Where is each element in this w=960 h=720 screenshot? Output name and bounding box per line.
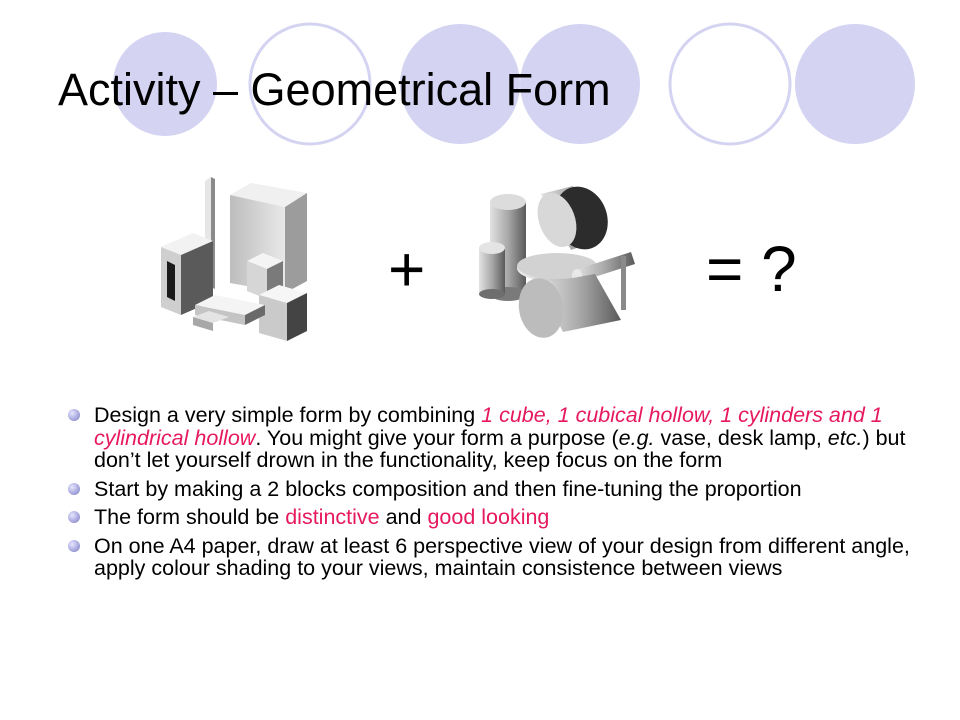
- bullet-dot-icon: [68, 511, 80, 523]
- highlight-text: good looking: [427, 505, 550, 529]
- bullet-text: . You might give your form a purpose (: [255, 425, 619, 450]
- italic-text: e.g.: [618, 425, 655, 450]
- plus-sign: +: [388, 233, 426, 305]
- bullet-text: and: [379, 505, 428, 529]
- highlight-text: 1 cube, 1 cubical hollow, 1 cylinders and 1 cylindrical hollow: [94, 403, 883, 450]
- bullet-text: vase, desk lamp,: [654, 425, 828, 450]
- bullet-text: Design a very simple form by combining: [94, 403, 482, 427]
- blocks-composition-image: [155, 175, 315, 345]
- bullet-text: The form should be: [94, 505, 286, 529]
- bullet-item: [68, 478, 928, 501]
- bullet-item: [68, 535, 928, 580]
- bullet-item: [68, 506, 928, 529]
- bullet-dot-icon: [68, 540, 80, 552]
- bullet-text: ) but don’t let yourself drown in the functionality, keep focus on the form: [94, 425, 906, 472]
- cylinders-composition-image: [475, 180, 645, 345]
- equals-question: = ?: [706, 233, 797, 305]
- slide-title: Activity – Geometrical Form: [58, 64, 611, 115]
- bullet-dot-icon: [68, 483, 80, 495]
- bullet-text: On one A4 paper, draw at least 6 perspective view of your design from different angle, apply colour shading to your views, maintain consistence between views: [94, 533, 910, 580]
- highlight-text: distinctive: [285, 505, 380, 529]
- bullet-dot-icon: [68, 409, 80, 421]
- bullet-text: Start by making a 2 blocks composition and then fine-tuning the proportion: [94, 476, 802, 501]
- italic-text: etc.: [827, 425, 863, 450]
- circle-ring: [670, 24, 790, 144]
- circle-filled: [795, 24, 915, 144]
- bullet-list: [68, 404, 928, 586]
- bullet-item: [68, 404, 928, 472]
